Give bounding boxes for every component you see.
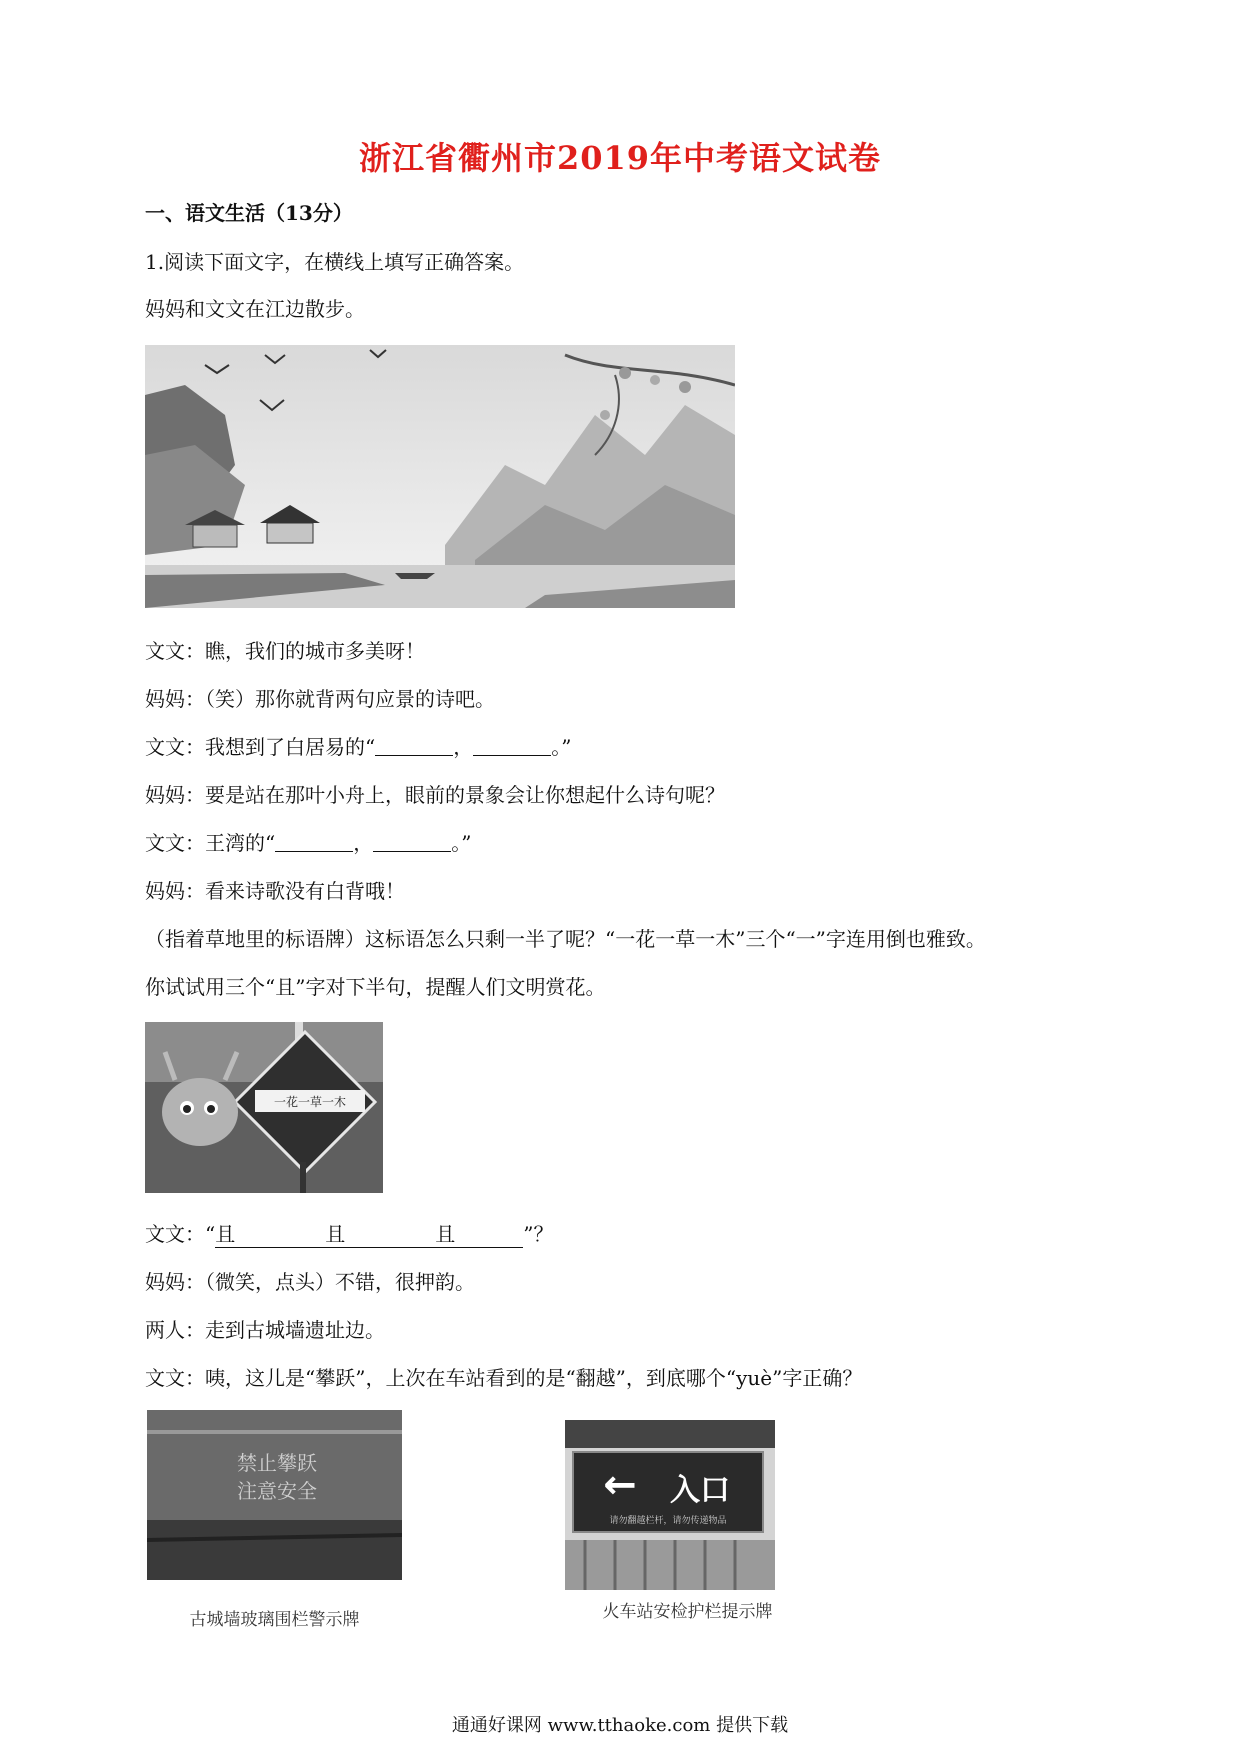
wall-sign-line1: 禁止攀跃: [237, 1451, 317, 1475]
intro-text: 妈妈和文文在江边散步。: [145, 297, 365, 321]
dialogue-line: 妈妈：（笑）那你就背两句应景的诗吧。: [145, 687, 495, 711]
station-sign-caption: 火车站安检护栏提示牌: [602, 1602, 773, 1622]
dialogue-line: 你试试用三个“且”字对下半句，提醒人们文明赏花。: [145, 975, 606, 999]
answer-blank[interactable]: 且: [325, 1218, 435, 1248]
dialogue-line: （指着草地里的标语牌）这标语怎么只剩一半了呢？“一花一草一木”三个“一”字连用倒也雅致。: [145, 927, 986, 951]
answer-blank[interactable]: [473, 737, 551, 756]
answer-blank[interactable]: [275, 833, 353, 852]
wall-sign-caption: 古城墙玻璃围栏警示牌: [189, 1610, 360, 1630]
dialogue-line: 妈妈：看来诗歌没有白背哦！: [145, 879, 405, 903]
answer-blank[interactable]: [373, 833, 451, 852]
dialogue-line: 两人：走到古城墙遗址边。: [145, 1318, 385, 1342]
dialogue-line: 妈妈：（微笑，点头）不错，很押韵。: [145, 1270, 475, 1294]
section-heading: 一、语文生活（13分）: [145, 201, 353, 225]
wall-sign-line2: 注意安全: [237, 1479, 317, 1503]
flower-sign-photo: [145, 1022, 383, 1193]
page-title: 浙江省衢州市2019年中考语文试卷: [358, 139, 882, 177]
dialogue-line-blanks: 文文：我想到了白居易的“ ， 。”: [145, 735, 572, 759]
sign-text: 一花一草一木: [273, 1095, 347, 1109]
station-sign-small: 请勿翻越栏杆，请勿传递物品: [609, 1516, 727, 1526]
dialogue-line-blanks: 文文：“且 且 且 ”？: [145, 1218, 553, 1248]
station-sign-arrow: ←: [603, 1462, 637, 1508]
question-text: 1.阅读下面文字，在横线上填写正确答案。: [145, 250, 525, 274]
dialogue-line-blanks: 文文：王湾的“ ， 。”: [145, 831, 472, 855]
station-sign-text: 入口: [670, 1473, 730, 1508]
answer-blank[interactable]: 且: [435, 1218, 523, 1248]
wall-sign-photo: [147, 1410, 402, 1580]
landscape-painting: [145, 345, 735, 608]
answer-blank[interactable]: [375, 737, 453, 756]
dialogue-line: 文文：瞧，我们的城市多美呀！: [145, 639, 425, 663]
answer-blank[interactable]: 且: [215, 1218, 325, 1248]
dialogue-line: 文文：咦，这儿是“攀跃”，上次在车站看到的是“翻越”，到底哪个“yuè”字正确？: [145, 1366, 863, 1390]
station-sign-photo: [565, 1420, 775, 1590]
page-footer: 通通好课网 www.tthaoke.com 提供下载: [451, 1715, 789, 1736]
dialogue-line: 妈妈：要是站在那叶小舟上，眼前的景象会让你想起什么诗句呢？: [145, 783, 725, 807]
